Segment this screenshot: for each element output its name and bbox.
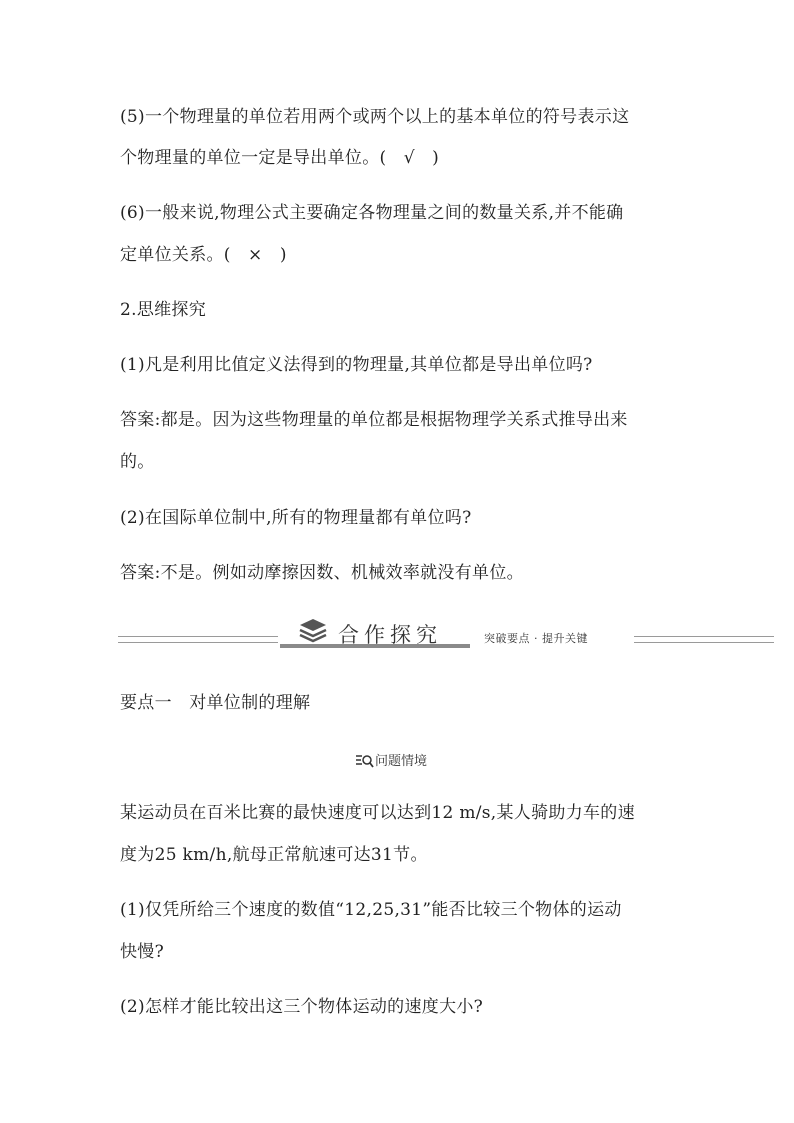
scenario-line-2: 度为25 km/h,航母正常航速可达31节。	[120, 845, 428, 865]
question-2: (2)在国际单位制中,所有的物理量都有单位吗?	[120, 508, 472, 528]
situation-label: 问题情境	[375, 754, 428, 769]
keypoint-title: 要点一 对单位制的理解	[120, 693, 311, 713]
answer-1-line-1: 答案:都是。因为这些物理量的单位都是根据物理学关系式推导出来	[120, 410, 628, 430]
scenario-q1-line-2: 快慢?	[120, 942, 165, 962]
banner-rule-right	[634, 636, 774, 643]
line-p5-2: 个物理量的单位一定是导出单位。( √ )	[120, 148, 440, 168]
banner-title: 合作探究	[338, 623, 442, 647]
scenario-line-1: 某运动员在百米比赛的最快速度可以达到12 m/s,某人骑助力车的速	[120, 803, 635, 823]
section-2-title: 2.思维探究	[120, 300, 207, 320]
line-p6-2: 定单位关系。( × )	[120, 245, 287, 265]
banner-rule-left	[118, 636, 278, 643]
answer-1-line-2: 的。	[120, 452, 155, 472]
section-banner	[118, 610, 774, 654]
question-1: (1)凡是利用比值定义法得到的物理量,其单位都是导出单位吗?	[120, 355, 593, 375]
scenario-q2: (2)怎样才能比较出这三个物体运动的速度大小?	[120, 997, 484, 1017]
magnifier-question-icon	[356, 754, 374, 772]
line-p5-1: (5)一个物理量的单位若用两个或两个以上的基本单位的符号表示这	[120, 107, 630, 127]
line-p6-1: (6)一般来说,物理公式主要确定各物理量之间的数量关系,并不能确	[120, 203, 624, 223]
banner-tab	[280, 618, 470, 648]
stacked-layers-icon	[298, 618, 328, 648]
situation-heading	[356, 750, 427, 772]
scenario-q1-line-1: (1)仅凭所给三个速度的数值“12,25,31”能否比较三个物体的运动	[120, 900, 622, 920]
answer-2: 答案:不是。例如动摩擦因数、机械效率就没有单位。	[120, 563, 524, 583]
banner-subtitle: 突破要点 · 提升关键	[484, 632, 588, 645]
